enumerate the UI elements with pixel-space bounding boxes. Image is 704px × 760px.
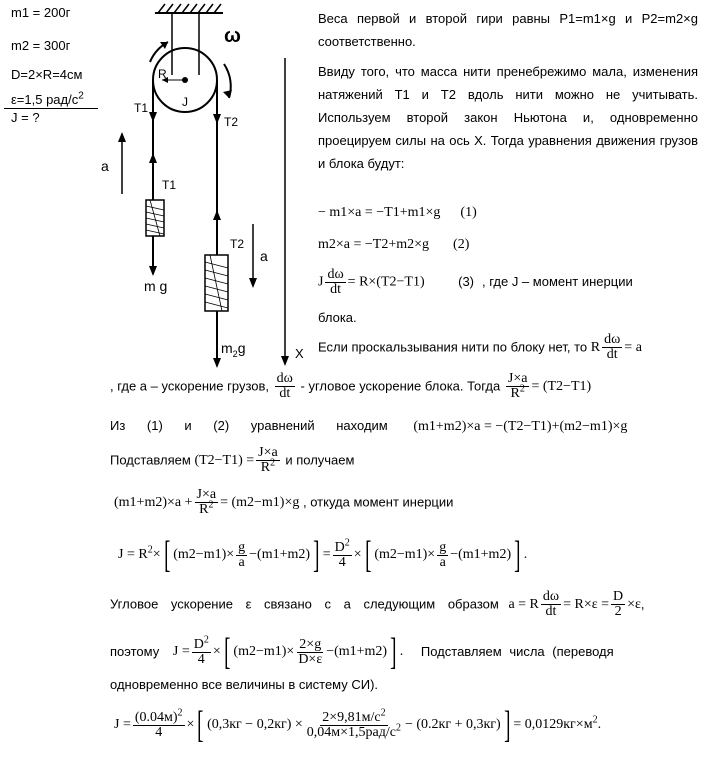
- paragraph-combine: Из (1) и (2) уравнений находим (m1+m2)×a = −(T2−T1)+(m2−m1)×g: [110, 418, 628, 434]
- x-axis-label: X: [295, 346, 304, 361]
- t1-load-label: T1: [162, 178, 177, 192]
- paragraph-substitute: Подставляем (T2−T1) = $\frac{J\times a}{R^2}$ и получаем: [110, 445, 355, 475]
- given-eps: ε=1,5 рад/$с^2$: [11, 90, 84, 107]
- inertia-label: J: [182, 95, 188, 109]
- t2-load-label: T2: [230, 237, 245, 251]
- paragraph-no-slip: Если проскальзывания нити по блоку нет, то R $\frac{d\omega}{dt}$ = a: [318, 332, 642, 362]
- equation-inertia: $J = R^2\times$[ (m2−m1)× $\frac{g}{a}$ −(m1+m2)] = $\frac{D^2}{4}$ ×[ (m2−m1)× $\frac{g}{a}$ −(m1+m2)] .: [118, 534, 528, 576]
- given-find: J = ?: [11, 110, 40, 125]
- given-m1: m1 = 200г: [11, 5, 71, 20]
- a-right-label: a: [260, 248, 268, 264]
- t2-top-label: T2: [224, 115, 239, 129]
- equation-2: m2×a = −T2+m2×g (2): [318, 237, 470, 252]
- equation-3: J $\frac{d\omega}{dt}$ = R×(T2−T1) (3) , где J – момент инерции: [318, 267, 633, 297]
- equation-combined: (m1+m2)×a + $\frac{J\times a}{R^2}$ = (m2−m1)×g , откуда момент инерции: [114, 487, 454, 517]
- given-m2: m2 = 300г: [11, 38, 71, 53]
- t1-top-label: T1: [134, 101, 149, 115]
- radius-label: R: [158, 67, 167, 81]
- paragraph-accel-def: , где a – ускорение грузов, $\frac{d\omega}{dt}$ - угловое ускорение блока. Тогда $\frac{J\times a}{R^2}$ = (T2−T1): [110, 371, 592, 402]
- paragraph-angular: Угловое ускорение ε связано с a следующим образом a = R $\frac{d\omega}{dt}$ = R×ε = $\frac{D}{2}$ ×ε,: [110, 589, 645, 619]
- given-d: D=2×R=4см: [11, 67, 83, 82]
- a-left-label: a: [101, 158, 109, 174]
- mg-right-label: $m_2g$: [221, 340, 246, 359]
- paragraph-weights: Веса первой и второй гири равны P1=m1×g и P2=m2×g соответственно.: [318, 11, 698, 49]
- omega-label: ω: [224, 25, 241, 47]
- paragraph-method: Ввиду того, что масса нити пренебрежимо мала, изменения натяжений T1 и T2 вдоль нити можно не учитывать. Используем второй закон Ньютона и, одновременно проецируем силы на ось X. Тогда уравнения движения грузов и блока будут:: [318, 64, 698, 171]
- paragraph-therefore: поэтому J = $\frac{D^2}{4}$ ×[ (m2−m1)× $\frac{2\times g}{D\times\varepsilon}$ −(m1+m2)] . Подставляем числа (переводя: [110, 631, 614, 673]
- paragraph-si: одновременно все величины в систему СИ).: [110, 677, 379, 692]
- equation-final: J = $\frac{(0.04м)^2}{4}$ ×[ (0,3кг − 0,2кг) × $\frac{2\times 9,81м/с^2}{0,04м\times 1,5рад/с^2}$ − $(0.2кг + 0,3кг)] = 0,0129кг\times м^2$.: [114, 704, 602, 746]
- eq3-note-continued: блока.: [318, 310, 357, 325]
- mg-left-label: m g: [144, 278, 168, 294]
- equation-1: − m1×a = −T1+m1×g (1): [318, 205, 477, 220]
